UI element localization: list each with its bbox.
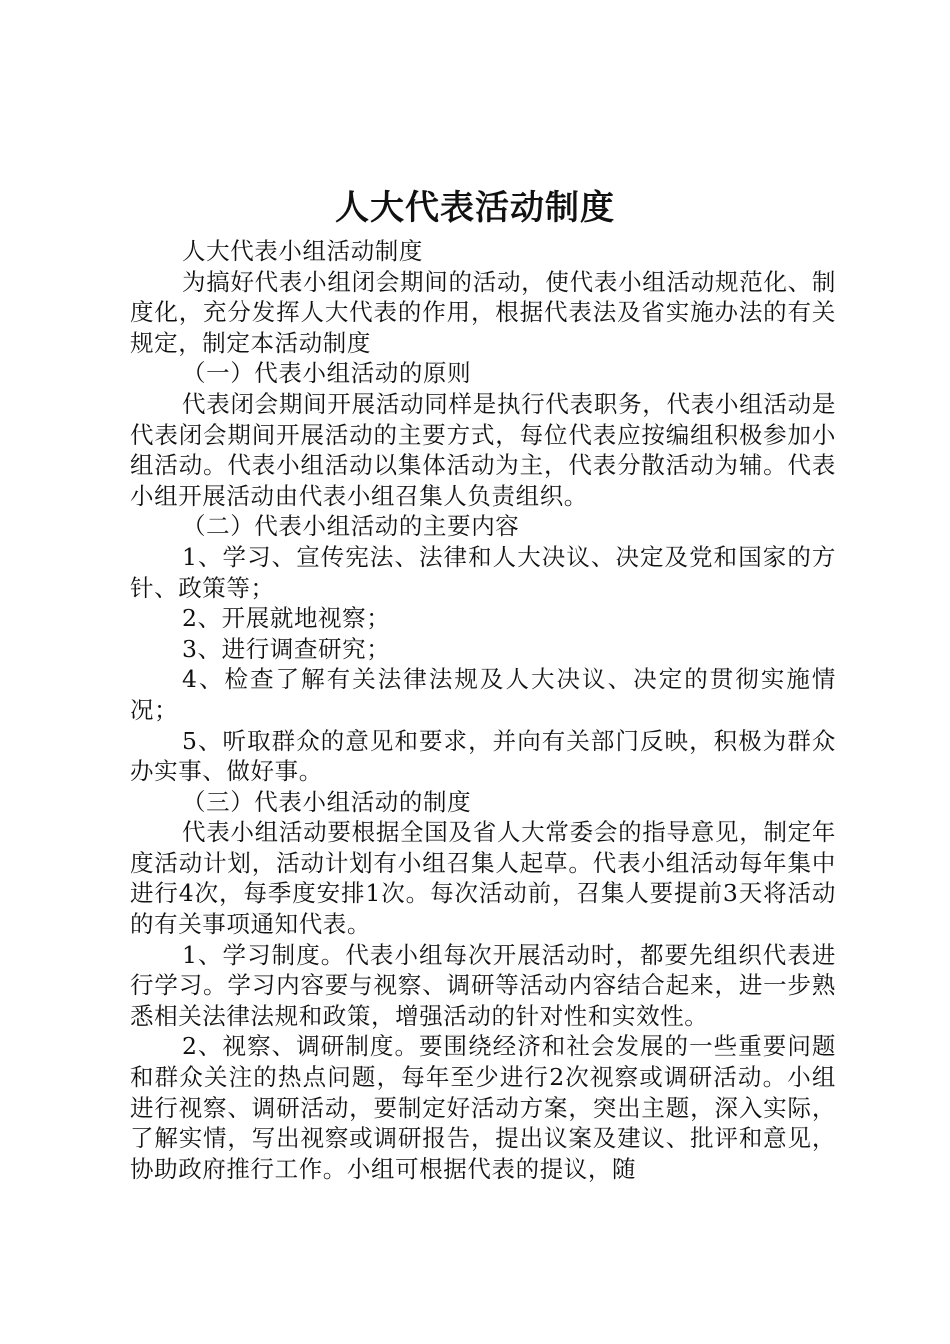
- list-item-check: 4、检查了解有关法律法规及人大决议、决定的贯彻实施情况；: [130, 665, 836, 724]
- rule-inspection-research: 2、视察、调研制度。要围绕经济和社会发展的一些重要问题和群众关注的热点问题，每年至少进行2次视察或调研活动。小组进行视察、调研活动，要制定好活动方案，突出主题，深入实际，了解实情，写出视察或调研报告，提出议案及建议、批评和意见，协助政府推行工作。小组可根据代表的提议，随: [130, 1032, 836, 1183]
- section-heading-rules: （三）代表小组活动的制度: [182, 787, 472, 816]
- paragraph-subtitle: 人大代表小组活动制度: [182, 237, 423, 265]
- list-item-study: 1、学习、宣传宪法、法律和人大决议、决定及党和国家的方针、政策等；: [130, 542, 836, 602]
- section-heading-principles: （一）代表小组活动的原则: [182, 359, 472, 388]
- rule-study: 1、学习制度。代表小组每次开展活动时，都要先组织代表进行学习。学习内容要与视察、调研等活动内容结合起来，进一步熟悉相关法律法规和政策，增强活动的针对性和实效性。: [130, 940, 836, 1030]
- document-title: 人大代表活动制度: [335, 188, 615, 228]
- document-body: [130, 236, 836, 1184]
- list-item-research: 3、进行调查研究；: [182, 634, 391, 663]
- list-item-opinions: 5、听取群众的意见和要求，并向有关部门反映，积极为群众办实事、做好事。: [130, 726, 836, 786]
- paragraph-principles: 代表闭会期间开展活动同样是执行代表职务，代表小组活动是代表闭会期间开展活动的主要方式，每位代表应按编组积极参加小组活动。代表小组活动以集体活动为主，代表分散活动为辅。代表小组开展活动由代表小组召集人负责组织。: [130, 389, 836, 510]
- paragraph-rules: 代表小组活动要根据全国及省人大常委会的指导意见，制定年度活动计划，活动计划有小组召集人起草。代表小组活动每年集中进行4次，每季度安排1次。每次活动前，召集人要提前3天将活动的有关事项通知代表。: [130, 818, 836, 939]
- section-heading-contents: （二）代表小组活动的主要内容: [182, 512, 520, 541]
- paragraph-preamble: 为搞好代表小组闭会期间的活动，使代表小组活动规范化、制度化，充分发挥人大代表的作用，根据代表法及省实施办法的有关规定，制定本活动制度: [130, 267, 836, 357]
- list-item-inspection: 2、开展就地视察；: [182, 604, 391, 633]
